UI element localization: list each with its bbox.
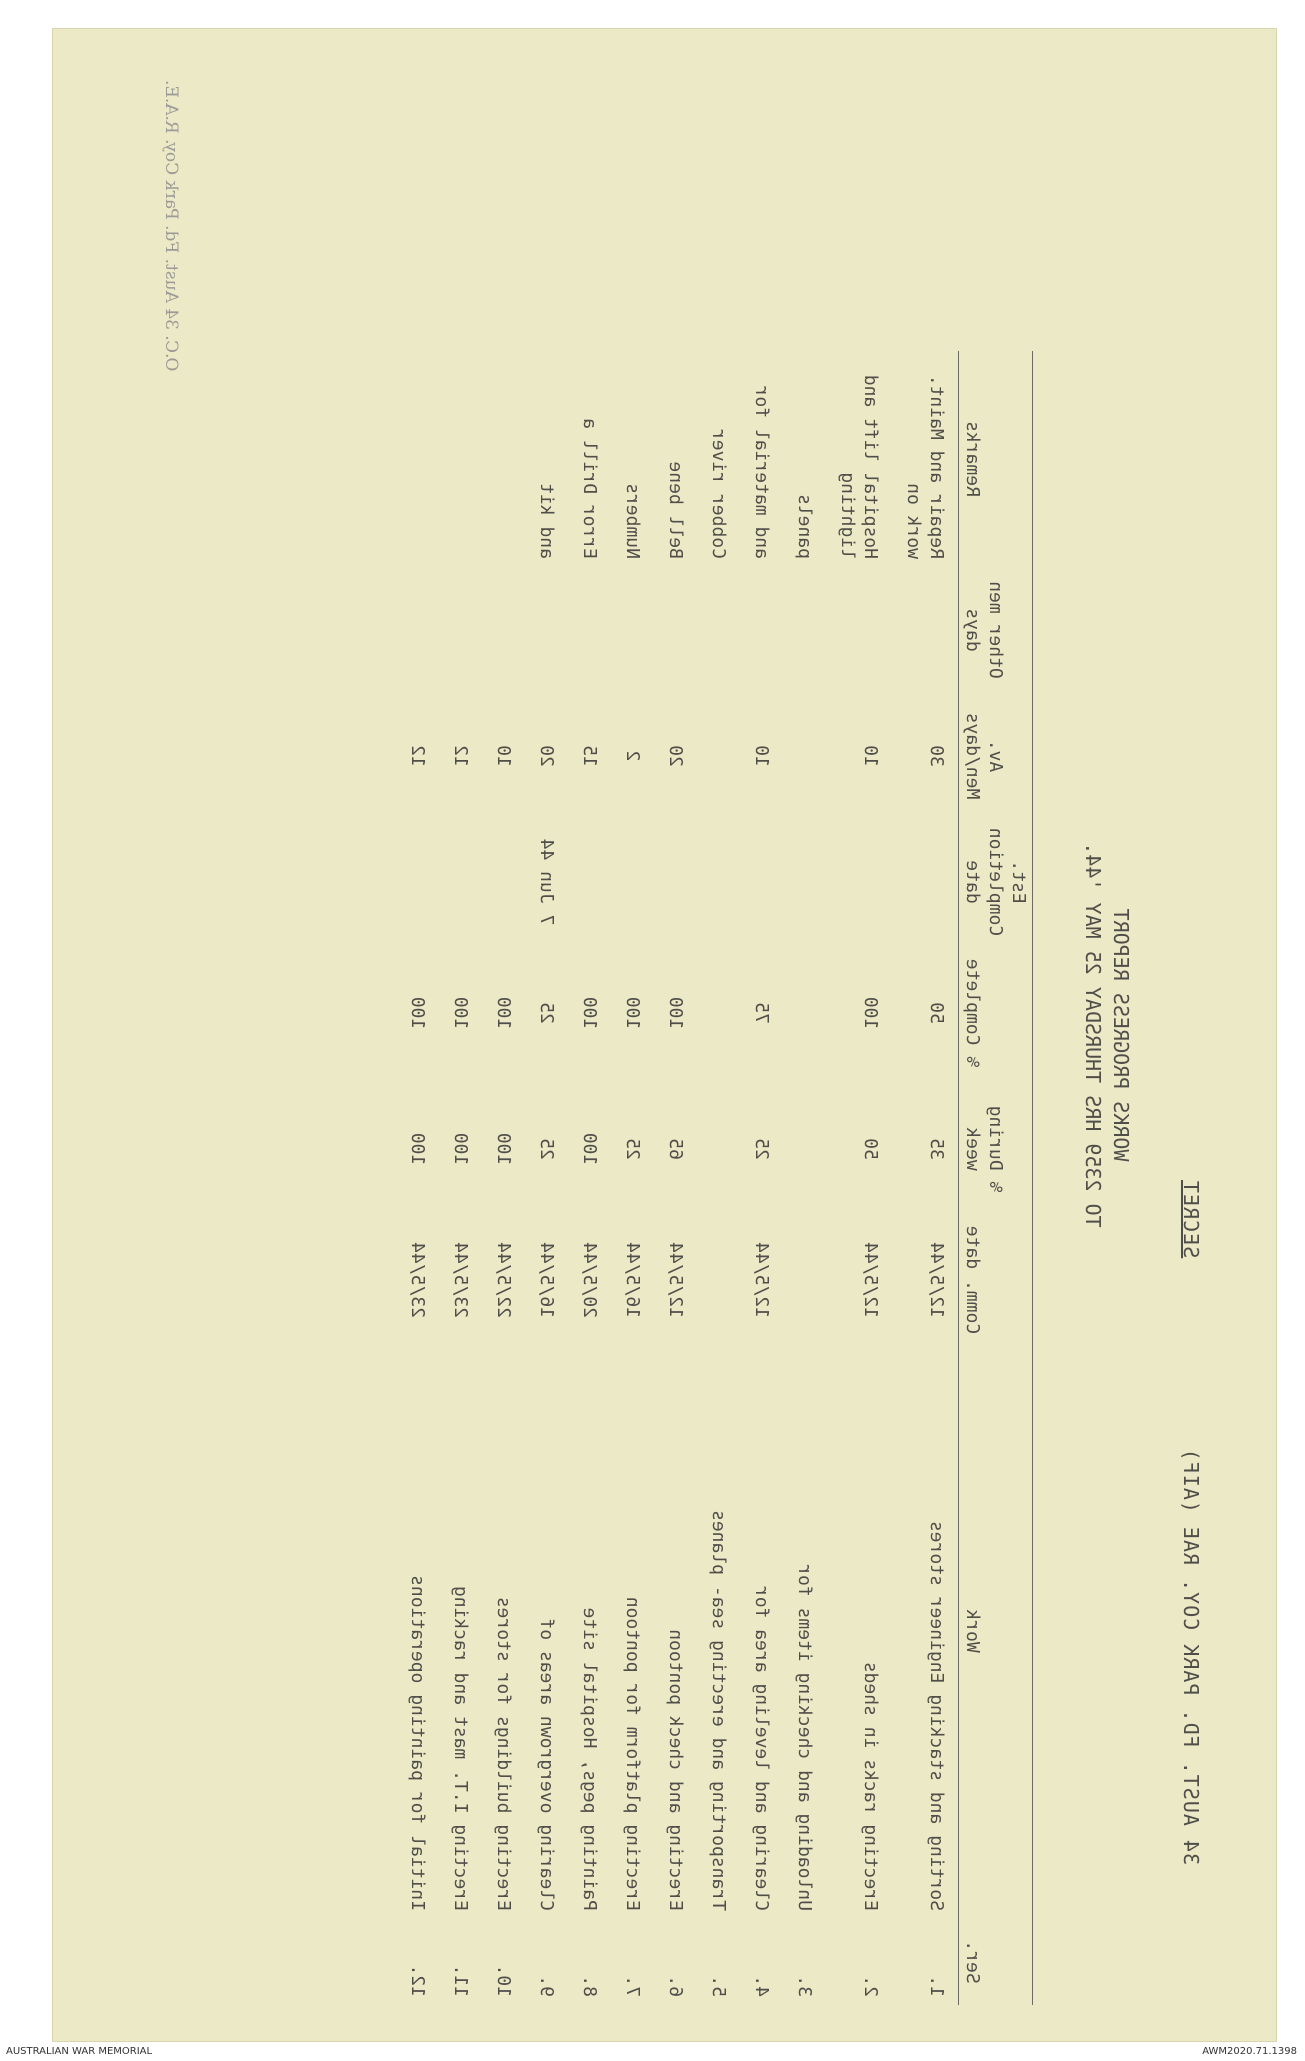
cell-men: 20	[665, 745, 686, 767]
cell-ser: 8.	[579, 1975, 600, 1997]
cell-men: 30	[926, 745, 947, 767]
table-row	[892, 351, 959, 2005]
table-row	[740, 351, 783, 2005]
table-row	[611, 351, 654, 2005]
cell-remarks: panels	[794, 493, 815, 559]
cell-week: 25	[622, 1138, 643, 1160]
cell-men: 12	[407, 745, 428, 767]
header-work: Work	[959, 1343, 1033, 1919]
cell-est	[396, 819, 439, 945]
cell-other	[740, 567, 783, 693]
unit-header: 34 AUST. FD. PARK COY. RAE (AIF)	[1179, 1447, 1203, 1865]
cell-work: Initial for painting operations	[407, 1575, 428, 1911]
cell-comm: 16/5/44	[536, 1242, 557, 1318]
cell-est: 7 Jun 44	[536, 838, 557, 926]
cell-est	[654, 819, 697, 945]
header-ser: Ser.	[959, 1919, 1033, 2005]
table-row	[697, 351, 740, 2005]
cell-week: 100	[493, 1132, 514, 1166]
cell-work: Erecting and check pontoon	[665, 1629, 686, 1911]
cell-remarks: Repair and Maint. work on	[903, 374, 947, 559]
header-complete: % Complete	[959, 945, 1033, 1081]
cell-ser: 9.	[536, 1975, 557, 1997]
cell-remarks: Hospital lift and lighting	[837, 374, 881, 559]
cell-comm: 23/5/44	[450, 1242, 471, 1318]
table-row	[783, 351, 826, 2005]
cell-ser: 2.	[860, 1975, 881, 1997]
table-row	[482, 351, 525, 2005]
cell-men: 15	[579, 745, 600, 767]
cell-week: 100	[407, 1132, 428, 1166]
works-table	[396, 351, 1033, 2005]
cell-remarks: and kit	[536, 483, 557, 559]
cell-week: 25	[751, 1138, 772, 1160]
cell-work: Transporting and erecting sea- planes	[708, 1510, 729, 1911]
footer-right: AWM2020.71.1398	[1202, 2046, 1297, 2057]
cell-men	[783, 693, 826, 819]
cell-men: 10	[751, 745, 772, 767]
cell-comm: 12/5/44	[751, 1242, 772, 1318]
cell-comm: 23/5/44	[407, 1242, 428, 1318]
cell-comm: 16/5/44	[622, 1242, 643, 1318]
cell-other	[525, 567, 568, 693]
cell-other	[611, 567, 654, 693]
cell-work: Unloading and checking items for	[794, 1564, 815, 1911]
cell-ser: 5.	[708, 1975, 729, 1997]
cell-est	[826, 819, 892, 945]
header-week: % During week	[959, 1081, 1033, 1217]
table-row	[826, 351, 892, 2005]
cell-remarks: Bell bene	[665, 461, 686, 559]
table-row	[654, 351, 697, 2005]
cell-men: 12	[450, 745, 471, 767]
cell-men	[697, 693, 740, 819]
table-row	[439, 351, 482, 2005]
header-comm: Comm. date	[959, 1217, 1033, 1343]
cell-ser: 7.	[622, 1975, 643, 1997]
cell-comm: 12/5/44	[665, 1242, 686, 1318]
cell-ser: 10.	[493, 1964, 514, 1997]
cell-work: Painting pegs, Hospital site	[579, 1607, 600, 1911]
cell-est	[482, 819, 525, 945]
header-remarks: Remarks	[959, 351, 1033, 567]
cell-other	[654, 567, 697, 693]
cell-complete	[783, 945, 826, 1081]
cell-other	[697, 567, 740, 693]
cell-comm: 20/5/44	[579, 1242, 600, 1318]
cell-complete: 100	[622, 996, 643, 1030]
cell-est	[439, 819, 482, 945]
cell-comm: 12/5/44	[860, 1242, 881, 1318]
cell-week: 50	[860, 1138, 881, 1160]
report-period: TO 2359 HRS THURSDAY 25 MAY '44.	[1081, 842, 1105, 1228]
cell-remarks	[439, 351, 482, 567]
cell-complete: 100	[665, 996, 686, 1030]
header-other: Other men days	[959, 567, 1033, 693]
cell-remarks: and material for	[751, 385, 772, 559]
cell-complete: 100	[860, 996, 881, 1030]
cell-men: 2	[622, 750, 643, 762]
table-row	[525, 351, 568, 2005]
cell-remarks	[396, 351, 439, 567]
cell-other	[826, 567, 892, 693]
cell-remarks	[482, 351, 525, 567]
cell-ser: 6.	[665, 1975, 686, 1997]
cell-other	[892, 567, 959, 693]
cell-week: 65	[665, 1138, 686, 1160]
cell-week	[783, 1081, 826, 1217]
table-body	[396, 351, 959, 2005]
cell-other	[396, 567, 439, 693]
table-row	[396, 351, 439, 2005]
cell-work: Sorting and stacking Engineer stores	[926, 1520, 947, 1911]
cell-work: Erecting buildings for stores	[493, 1596, 514, 1911]
cell-ser: 4.	[751, 1975, 772, 1997]
cell-week: 25	[536, 1138, 557, 1160]
cell-week: 100	[579, 1132, 600, 1166]
cell-work: Erecting platform for pontoon	[622, 1596, 643, 1911]
security-header: SECRET	[1179, 1180, 1203, 1259]
cell-other	[783, 567, 826, 693]
table-row	[568, 351, 611, 2005]
cell-est	[611, 819, 654, 945]
cell-est	[740, 819, 783, 945]
cell-comm	[783, 1217, 826, 1343]
cell-work: Erecting racks in sheds	[860, 1661, 881, 1911]
cell-remarks: Numbers	[622, 483, 643, 559]
cell-est	[783, 819, 826, 945]
cell-ser: 3.	[794, 1975, 815, 1997]
cell-week: 100	[450, 1132, 471, 1166]
cell-men: 10	[860, 745, 881, 767]
cell-ser: 12.	[407, 1964, 428, 1997]
cell-est	[892, 819, 959, 945]
cell-work: Clearing overgrown areas of	[536, 1618, 557, 1911]
cell-other	[439, 567, 482, 693]
header-men: Av. Men/days	[959, 693, 1033, 819]
cell-remarks: Cobber river	[708, 428, 729, 559]
cell-complete: 100	[407, 996, 428, 1030]
cell-work: Erecting I.T. mast and racking	[450, 1585, 471, 1911]
cell-other	[482, 567, 525, 693]
cell-comm: 12/5/44	[926, 1242, 947, 1318]
archive-footer	[0, 2044, 1305, 2061]
header-est: Est. Completion date	[959, 819, 1033, 945]
cell-complete: 100	[493, 996, 514, 1030]
cell-men: 20	[536, 745, 557, 767]
cell-complete: 25	[536, 1002, 557, 1024]
table-header-row	[959, 351, 1033, 2005]
cell-week: 35	[926, 1138, 947, 1160]
cell-work: Clearing and leveling area for	[751, 1585, 772, 1911]
cell-est	[568, 819, 611, 945]
cell-est	[697, 819, 740, 945]
cell-complete: 100	[579, 996, 600, 1030]
cell-ser: 11.	[450, 1964, 471, 1997]
cell-complete: 100	[450, 996, 471, 1030]
footer-left: AUSTRALIAN WAR MEMORIAL	[6, 2046, 153, 2057]
sheet-content	[68, 40, 1263, 2045]
cell-men: 10	[493, 745, 514, 767]
cell-ser: 1.	[926, 1975, 947, 1997]
cell-comm: 22/5/44	[493, 1242, 514, 1318]
report-title: WORKS PROGRESS REPORT	[1109, 908, 1133, 1162]
cell-complete: 75	[751, 1002, 772, 1024]
signature-stamp: O.C. 34 Aust. Fd. Park Coy. R.A.E.	[161, 80, 181, 372]
cell-comm	[697, 1217, 740, 1343]
cell-remarks: Error Drill a	[579, 418, 600, 559]
rotated-sheet	[0, 80, 1305, 1997]
cell-other	[568, 567, 611, 693]
cell-complete	[697, 945, 740, 1081]
cell-week	[697, 1081, 740, 1217]
cell-complete: 50	[926, 1002, 947, 1024]
